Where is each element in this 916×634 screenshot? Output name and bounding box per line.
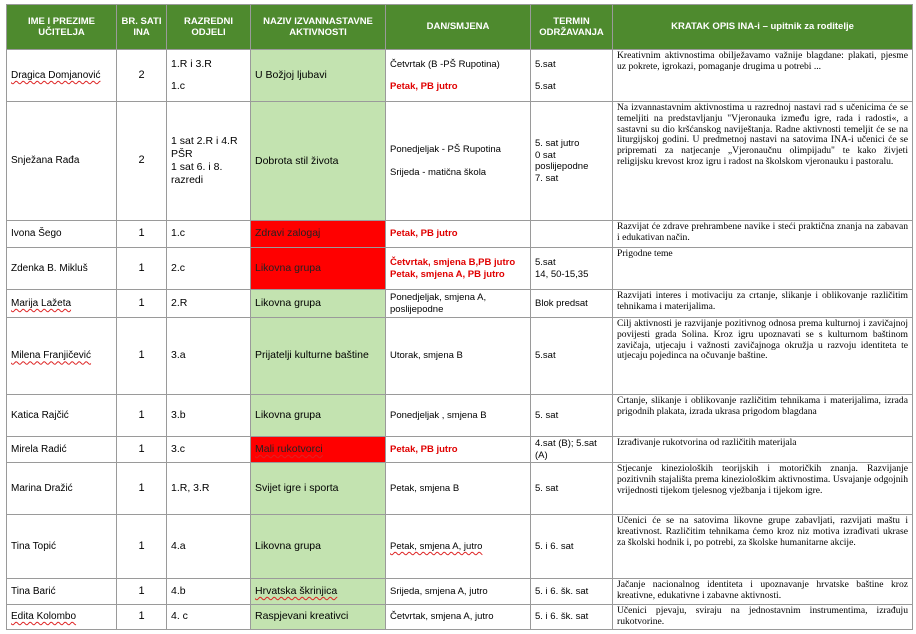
activity-cell: Likovna grupa xyxy=(251,395,386,437)
table-row xyxy=(7,605,913,630)
classes-cell: 4. c xyxy=(167,605,251,630)
hours-cell: 2 xyxy=(117,50,167,102)
table-row xyxy=(7,463,913,515)
activity-cell: Hrvatska škrinjica xyxy=(251,579,386,605)
header-hours: BR. SATI INA xyxy=(117,5,167,50)
teacher-name: Zdenka B. Mikluš xyxy=(7,248,117,290)
description-cell: Prigodne teme xyxy=(613,248,913,290)
hours-cell: 1 xyxy=(117,515,167,579)
day-cell: Petak, PB jutro xyxy=(386,221,531,248)
description-cell: Jačanje nacionalnog identiteta i upoznavanje hrvatske baštine kroz kreativne, edukativne i zabavne aktivnosti. xyxy=(613,579,913,605)
activity-cell: Likovna grupa xyxy=(251,515,386,579)
teacher-name: Dragica Domjanović xyxy=(7,50,117,102)
teacher-name: Edita Kolombo xyxy=(7,605,117,630)
description-cell: Razvijat će zdrave prehrambene navike i steći praktična znanja na zabavan i edukativan način. xyxy=(613,221,913,248)
description-cell: Na izvannastavnim aktivnostima u razrednoj nastavi rad s učenicima će se temeljiti na predstavljanju "Vjeronauka između igre, rada i radosti«, a sastavni su dio kršćanskog naviještanja. Radne aktivnosti temeljit će se na liturgijskoj godini. U predmetnoj nastavi na satovima INA-i učenici će se pripremati za natjecanje „Vjeronaučnu olimpijadu" te kako živjeti religijsku krevost kroz igru i radost na školskom vjeronauku i pastoralu. xyxy=(613,102,913,221)
activity-cell: Raspjevani kreativci xyxy=(251,605,386,630)
term-cell: 5. sat jutro 0 sat poslijepodne 7. sat xyxy=(531,102,613,221)
classes-cell: 3.b xyxy=(167,395,251,437)
header-row xyxy=(7,5,913,50)
header-day: DAN/SMJENA xyxy=(386,5,531,50)
classes-cell: 1.R, 3.R xyxy=(167,463,251,515)
header-desc: KRATAK OPIS INA-i – upitnik za roditelje xyxy=(613,5,913,50)
classes-cell: 1.c xyxy=(167,221,251,248)
term-cell: 5. i 6. šk. sat xyxy=(531,579,613,605)
table-row xyxy=(7,318,913,395)
table-row xyxy=(7,437,913,463)
description-cell: Učenici pjevaju, sviraju na jednostavnim instrumentima, izrađuju rukotvorine. xyxy=(613,605,913,630)
hours-cell: 1 xyxy=(117,579,167,605)
day-cell: Srijeda, smjena A, jutro xyxy=(386,579,531,605)
teacher-name: Ivona Šego xyxy=(7,221,117,248)
term-cell: Blok predsat xyxy=(531,290,613,318)
description-cell: Kreativnim aktivnostima obilježavamo važnije blagdane: plakati, pjesme uz pokrete, igrokazi, pomaganje drugima u potrebi ... xyxy=(613,50,913,102)
day-cell: Ponedjeljak, smjena A, poslijepodne xyxy=(386,290,531,318)
hours-cell: 1 xyxy=(117,395,167,437)
table-row xyxy=(7,248,913,290)
classes-cell: 2.c xyxy=(167,248,251,290)
header-activity: NAZIV IZVANNASTAVNE AKTIVNOSTI xyxy=(251,5,386,50)
header-teacher: IME I PREZIME UČITELJA xyxy=(7,5,117,50)
ina-table xyxy=(6,4,913,630)
term-cell: 5.sat xyxy=(531,318,613,395)
teacher-name: Marina Dražić xyxy=(7,463,117,515)
term-cell: 5. sat xyxy=(531,395,613,437)
teacher-name: Snježana Rađa xyxy=(7,102,117,221)
day-cell: Petak, smjena A, jutro xyxy=(386,515,531,579)
activity-cell: Svijet igre i sporta xyxy=(251,463,386,515)
description-cell: Razvijati interes i motivaciju za crtanje, slikanje i oblikovanje različitim tehnikama i materijalima. xyxy=(613,290,913,318)
teacher-name: Milena Franjičević xyxy=(7,318,117,395)
hours-cell: 1 xyxy=(117,221,167,248)
term-cell: 4.sat (B); 5.sat (A) xyxy=(531,437,613,463)
description-cell: Izrađivanje rukotvorina od različitih materijala xyxy=(613,437,913,463)
description-cell: Stjecanje kinezioloških teorijskih i motoričkih znanja. Razvijanje pozitivnih stajališta prema kineziološkim aktivnostima. Usvajanje odgojnih vrijednosti tijekom tjelesnog vježbanja i tijekom igre. xyxy=(613,463,913,515)
classes-cell: 1 sat 2.R i 4.R PŠR 1 sat 6. i 8. razredi xyxy=(167,102,251,221)
activity-cell: U Božjoj ljubavi xyxy=(251,50,386,102)
term-cell: 5.sat 14, 50-15,35 xyxy=(531,248,613,290)
hours-cell: 2 xyxy=(117,102,167,221)
header-term: TERMIN ODRŽAVANJA xyxy=(531,5,613,50)
table-row xyxy=(7,579,913,605)
teacher-name: Tina Barić xyxy=(7,579,117,605)
term-cell: 5. i 6. šk. sat xyxy=(531,605,613,630)
classes-cell: 2.R xyxy=(167,290,251,318)
hours-cell: 1 xyxy=(117,248,167,290)
term-cell: 5.sat 5.sat xyxy=(531,50,613,102)
hours-cell: 1 xyxy=(117,290,167,318)
day-cell: Petak, smjena B xyxy=(386,463,531,515)
day-cell: Ponedjeljak - PŠ Rupotina Srijeda - matična škola xyxy=(386,102,531,221)
day-cell: Ponedjeljak , smjena B xyxy=(386,395,531,437)
hours-cell: 1 xyxy=(117,437,167,463)
table-row xyxy=(7,395,913,437)
classes-cell: 4.b xyxy=(167,579,251,605)
term-cell xyxy=(531,221,613,248)
activity-cell: Mali rukotvorci xyxy=(251,437,386,463)
teacher-name: Tina Topić xyxy=(7,515,117,579)
day-cell: Četvrtak, smjena A, jutro xyxy=(386,605,531,630)
hours-cell: 1 xyxy=(117,318,167,395)
hours-cell: 1 xyxy=(117,605,167,630)
classes-cell: 3.c xyxy=(167,437,251,463)
activity-cell: Likovna grupa xyxy=(251,290,386,318)
hours-cell: 1 xyxy=(117,463,167,515)
classes-cell: 4.a xyxy=(167,515,251,579)
activity-cell: Zdravi zalogaj xyxy=(251,221,386,248)
day-cell: Utorak, smjena B xyxy=(386,318,531,395)
table-row xyxy=(7,102,913,221)
term-cell: 5. sat xyxy=(531,463,613,515)
description-cell: Cilj aktivnosti je razvijanje pozitivnog odnosa prema kulturnoj i zavičajnoj povijesti grada Solina. Kroz igru upoznavati se s kulturnom baštinom zavičaja, utjecaju i važnosti zavičajnoga okružja u razvoju identiteta te utjecaju pojedinca na očuvanje baštine. xyxy=(613,318,913,395)
teacher-name: Marija Lažeta xyxy=(7,290,117,318)
description-cell: Učenici će se na satovima likovne grupe zabavljati, razvijati maštu i kreativnost. Različitim tehnikama ćemo kroz niz motiva izrađivati ukrase za školski hodnik i, po potrebi, za školske humanitarne akcije. xyxy=(613,515,913,579)
teacher-name: Katica Rajčić xyxy=(7,395,117,437)
day-cell: Petak, PB jutro xyxy=(386,437,531,463)
description-cell: Crtanje, slikanje i oblikovanje različitim tehnikama i materijalima, izrada prigodnih plakata, izrada ukrasa prigodom blagdana xyxy=(613,395,913,437)
table-row xyxy=(7,221,913,248)
table-row xyxy=(7,290,913,318)
table-row xyxy=(7,50,913,102)
term-cell: 5. i 6. sat xyxy=(531,515,613,579)
classes-cell: 3.a xyxy=(167,318,251,395)
day-cell: Četvrtak (B -PŠ Rupotina) Petak, PB jutro xyxy=(386,50,531,102)
activity-cell: Prijatelji kulturne baštine xyxy=(251,318,386,395)
activity-cell: Dobrota stil života xyxy=(251,102,386,221)
teacher-name: Mirela Radić xyxy=(7,437,117,463)
activity-cell: Likovna grupa xyxy=(251,248,386,290)
table-row xyxy=(7,515,913,579)
header-classes: RAZREDNI ODJELI xyxy=(167,5,251,50)
classes-cell: 1.R i 3.R 1.c xyxy=(167,50,251,102)
day-cell: Četvrtak, smjena B,PB jutro Petak, smjena A, PB jutro xyxy=(386,248,531,290)
